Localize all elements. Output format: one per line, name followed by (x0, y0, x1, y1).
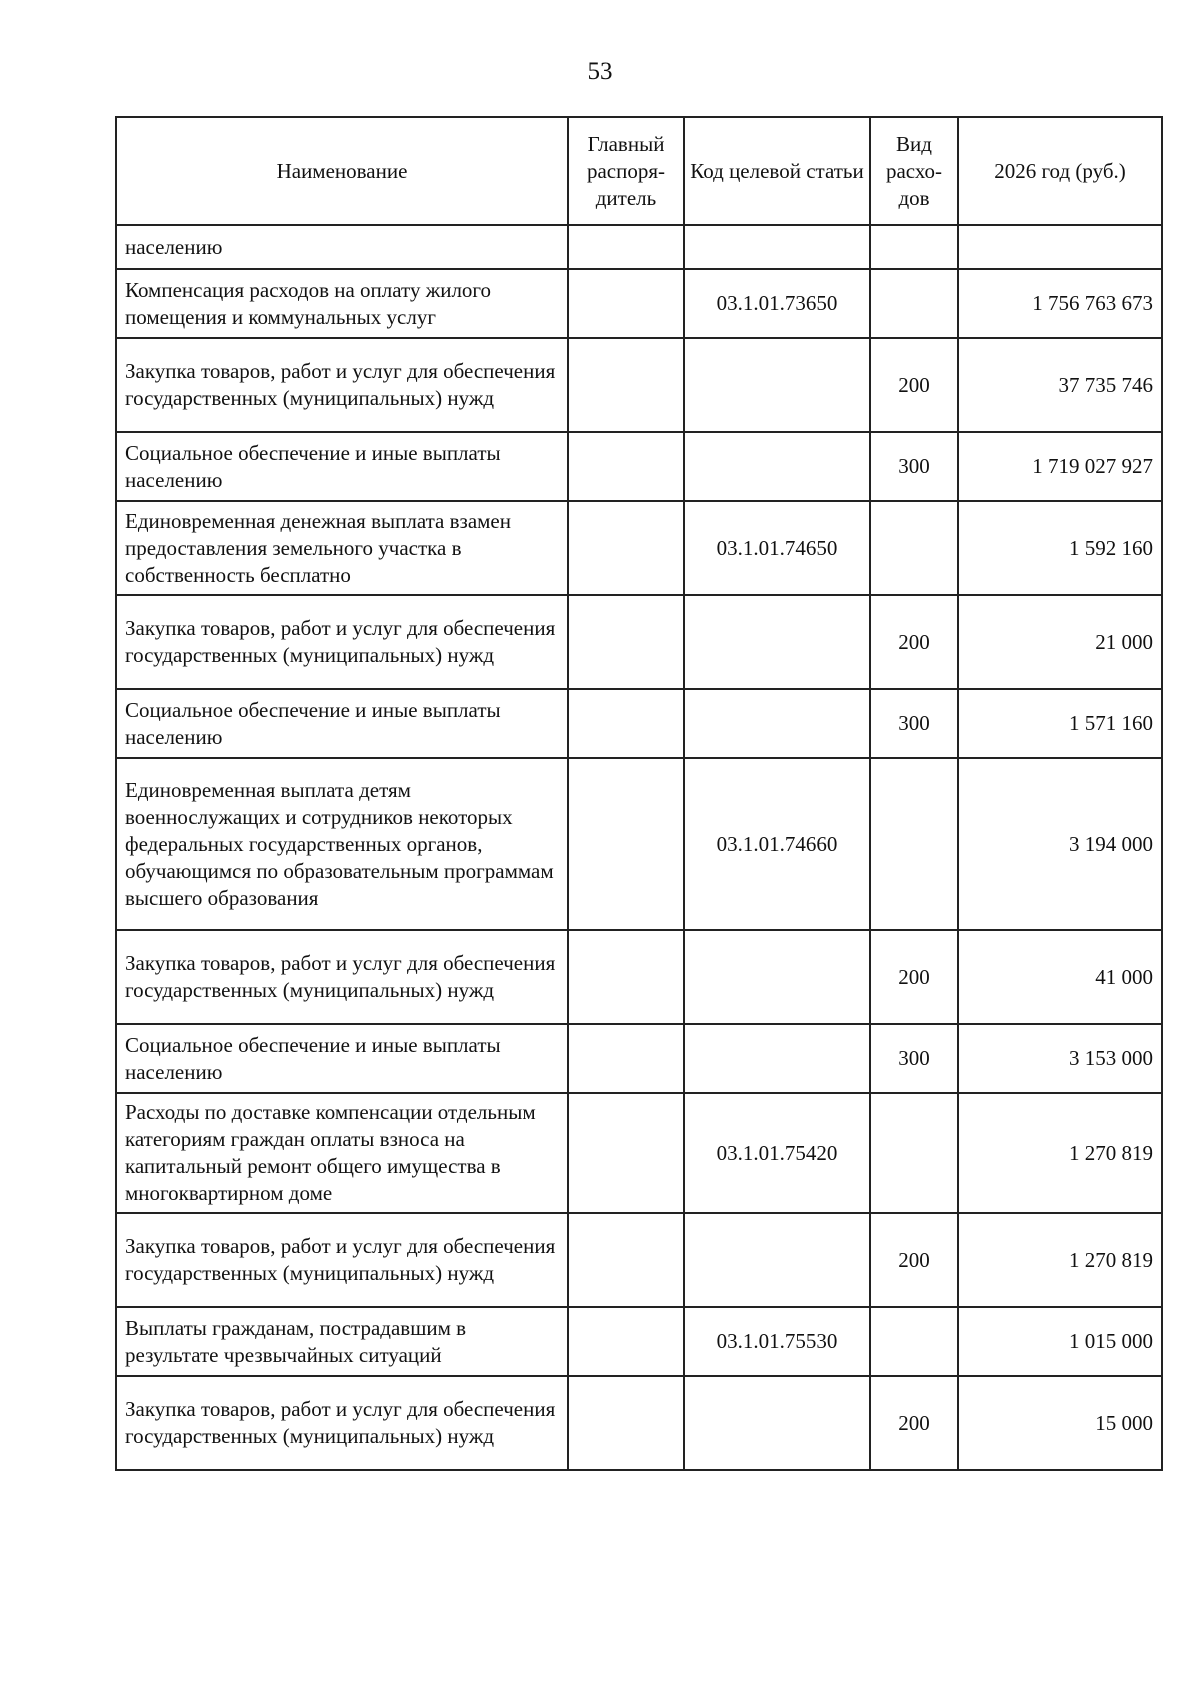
row-name-cell: Единовременная выплата детям военнослужащих и сотрудников некоторых федеральных государственных органов, обучающимся по образовательным программам высшего образования (116, 758, 568, 930)
row-code-cell: 03.1.01.75530 (684, 1307, 870, 1376)
row-name-cell: Социальное обеспечение и иные выплаты населению (116, 689, 568, 758)
row-manager-cell (568, 689, 684, 758)
table-row (116, 432, 1162, 501)
row-type-cell (870, 1093, 958, 1213)
row-name-cell: Закупка товаров, работ и услуг для обеспечения государственных (муниципальных) нужд (116, 1376, 568, 1470)
header-manager: Главный распоря-дитель (568, 117, 684, 225)
row-type-cell: 300 (870, 1024, 958, 1093)
row-name-cell: Компенсация расходов на оплату жилого помещения и коммунальных услуг (116, 269, 568, 338)
row-type-cell: 300 (870, 689, 958, 758)
row-amount-cell: 21 000 (958, 595, 1162, 689)
row-amount-cell: 37 735 746 (958, 338, 1162, 432)
row-name-cell: Закупка товаров, работ и услуг для обеспечения государственных (муниципальных) нужд (116, 1213, 568, 1307)
row-code-cell: 03.1.01.73650 (684, 269, 870, 338)
table-row (116, 689, 1162, 758)
row-amount-cell: 1 756 763 673 (958, 269, 1162, 338)
row-code-cell (684, 930, 870, 1024)
page-number: 53 (587, 58, 613, 85)
row-code-cell (684, 1024, 870, 1093)
header-amount: 2026 год (руб.) (958, 117, 1162, 225)
row-code-cell (684, 338, 870, 432)
header-code: Код целевой статьи (684, 117, 870, 225)
row-name-cell: Социальное обеспечение и иные выплаты населению (116, 1024, 568, 1093)
row-manager-cell (568, 930, 684, 1024)
row-amount-cell: 1 015 000 (958, 1307, 1162, 1376)
table-row (116, 595, 1162, 689)
header-name: Наименование (116, 117, 568, 225)
row-name-cell: Закупка товаров, работ и услуг для обеспечения государственных (муниципальных) нужд (116, 595, 568, 689)
row-code-cell: 03.1.01.74650 (684, 501, 870, 595)
row-amount-cell: 1 270 819 (958, 1093, 1162, 1213)
table-row (116, 1213, 1162, 1307)
table-row (116, 758, 1162, 930)
header-type: Вид расхо-дов (870, 117, 958, 225)
table-row (116, 930, 1162, 1024)
row-code-cell (684, 225, 870, 269)
table-row (116, 225, 1162, 269)
row-type-cell: 200 (870, 1376, 958, 1470)
table-row (116, 1024, 1162, 1093)
row-manager-cell (568, 758, 684, 930)
row-manager-cell (568, 225, 684, 269)
row-type-cell (870, 269, 958, 338)
row-name-cell: населению (116, 225, 568, 269)
row-manager-cell (568, 338, 684, 432)
row-type-cell: 300 (870, 432, 958, 501)
row-code-cell (684, 595, 870, 689)
row-manager-cell (568, 595, 684, 689)
row-manager-cell (568, 1093, 684, 1213)
row-type-cell (870, 225, 958, 269)
table-header-row (116, 117, 1162, 225)
row-name-cell: Закупка товаров, работ и услуг для обеспечения государственных (муниципальных) нужд (116, 930, 568, 1024)
row-amount-cell: 41 000 (958, 930, 1162, 1024)
table-row (116, 501, 1162, 595)
row-manager-cell (568, 432, 684, 501)
row-manager-cell (568, 1307, 684, 1376)
row-type-cell: 200 (870, 930, 958, 1024)
row-amount-cell: 3 194 000 (958, 758, 1162, 930)
row-name-cell: Закупка товаров, работ и услуг для обеспечения государственных (муниципальных) нужд (116, 338, 568, 432)
row-manager-cell (568, 501, 684, 595)
table-row (116, 1376, 1162, 1470)
budget-table (115, 116, 1163, 1471)
row-amount-cell: 15 000 (958, 1376, 1162, 1470)
table-row (116, 338, 1162, 432)
row-code-cell (684, 432, 870, 501)
row-manager-cell (568, 269, 684, 338)
table-row (116, 269, 1162, 338)
row-code-cell (684, 689, 870, 758)
row-name-cell: Расходы по доставке компенсации отдельным категориям граждан оплаты взноса на капитальный ремонт общего имущества в многоквартирном доме (116, 1093, 568, 1213)
row-code-cell: 03.1.01.74660 (684, 758, 870, 930)
row-type-cell (870, 501, 958, 595)
row-amount-cell: 1 719 027 927 (958, 432, 1162, 501)
row-type-cell: 200 (870, 595, 958, 689)
row-type-cell (870, 758, 958, 930)
row-name-cell: Социальное обеспечение и иные выплаты населению (116, 432, 568, 501)
row-amount-cell (958, 225, 1162, 269)
row-amount-cell: 1 571 160 (958, 689, 1162, 758)
row-manager-cell (568, 1024, 684, 1093)
row-manager-cell (568, 1213, 684, 1307)
row-amount-cell: 1 270 819 (958, 1213, 1162, 1307)
row-type-cell (870, 1307, 958, 1376)
table-row (116, 1093, 1162, 1213)
row-code-cell (684, 1213, 870, 1307)
row-type-cell: 200 (870, 1213, 958, 1307)
row-amount-cell: 3 153 000 (958, 1024, 1162, 1093)
row-amount-cell: 1 592 160 (958, 501, 1162, 595)
table-row (116, 1307, 1162, 1376)
table-body (116, 225, 1162, 1470)
row-code-cell (684, 1376, 870, 1470)
row-name-cell: Выплаты гражданам, пострадавшим в результате чрезвычайных ситуаций (116, 1307, 568, 1376)
row-type-cell: 200 (870, 338, 958, 432)
row-name-cell: Единовременная денежная выплата взамен предоставления земельного участка в собственность бесплатно (116, 501, 568, 595)
row-code-cell: 03.1.01.75420 (684, 1093, 870, 1213)
row-manager-cell (568, 1376, 684, 1470)
